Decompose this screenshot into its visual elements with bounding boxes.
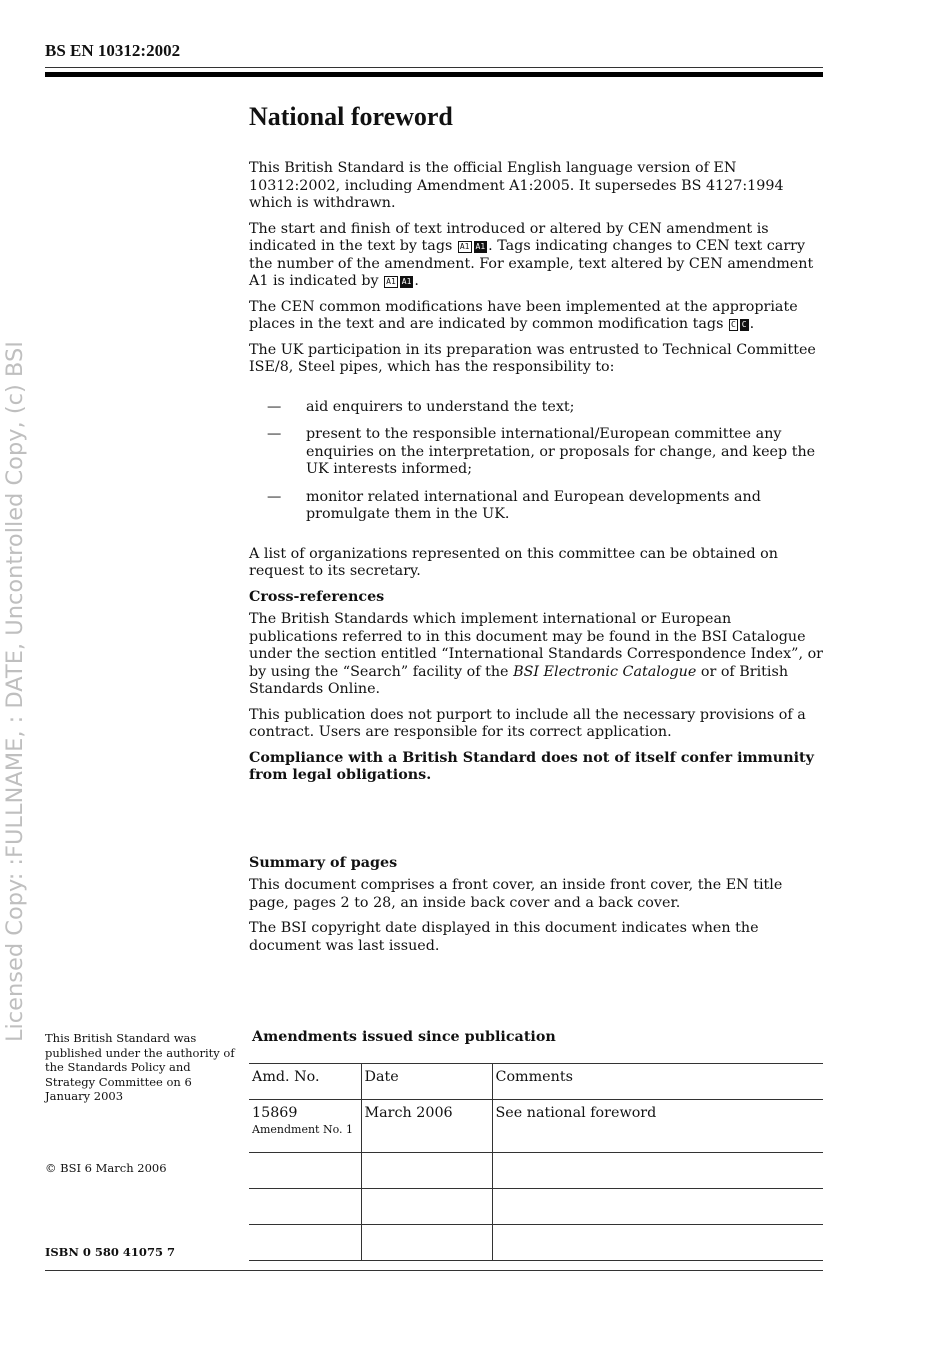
summary-paragraph: This document comprises a front cover, an inside front cover, the EN title page, pages 2 to 28, an inside back cover and a back cover. — [249, 877, 783, 911]
common-modifications-paragraph — [249, 299, 824, 334]
amd-no-cell: 15869 Amendment No. 1 — [249, 1100, 361, 1153]
amendment-tags-text-b: . Tags indicating changes to CEN text carry the number of the amendment. For example, text altered by CEN amendment A1 is indicated by — [249, 238, 814, 289]
amendment-tags-paragraph — [249, 221, 824, 291]
list-item: — aid enquirers to understand the text; — [267, 398, 575, 415]
table-row — [249, 1153, 823, 1189]
license-watermark: Licensed Copy: :FULLNAME, : DATE, Uncontrolled Copy, (c) BSI — [2, 341, 28, 1042]
header-rule-thick — [45, 72, 823, 77]
copyright-date-paragraph: The BSI copyright date displayed in this document indicates when the document was last issued. — [249, 920, 759, 954]
common-modifications-text-b: . — [749, 316, 755, 332]
compliance-paragraph: Compliance with a British Standard does not of itself confer immunity from legal obligations. — [249, 749, 814, 783]
dash-bullet: — — [267, 488, 282, 505]
table-header-row — [249, 1064, 823, 1100]
amendments-heading: Amendments issued since publication — [252, 1029, 556, 1045]
amendment-tags-text-c: . — [414, 273, 419, 289]
committee-paragraph: The UK participation in its preparation was entrusted to Technical Committee ISE/8, Steel pipes, which has the responsibility to: — [249, 341, 816, 375]
amendments-table — [249, 1063, 823, 1261]
organizations-paragraph: A list of organizations represented on this committee can be obtained on request to its secretary. — [249, 545, 778, 579]
responsibility-list — [249, 399, 824, 524]
column-header: Comments — [492, 1064, 823, 1100]
column-header: Date — [361, 1064, 492, 1100]
bsi-catalogue-title: BSI Electronic Catalogue — [513, 663, 697, 680]
a1-start-tag-icon: A1 — [386, 277, 396, 286]
a1-end-tag-icon: A1 — [401, 277, 412, 286]
table-row — [249, 1225, 823, 1261]
list-item: — monitor related international and European developments and promulgate them in the UK. — [267, 488, 761, 522]
a1-start-tag-icon: A1 — [459, 242, 470, 251]
comments-cell: See national foreword — [492, 1100, 823, 1153]
page-title: National foreword — [249, 102, 453, 131]
list-item: — present to the responsible international/European committee any enquiries on the interpretation, or proposals for change, and keep the UK interests informed; — [267, 426, 816, 477]
table-row — [249, 1189, 823, 1225]
footer-rule — [45, 1270, 823, 1271]
provisions-paragraph: This publication does not purport to include all the necessary provisions of a contract. Users are responsible for its correct application. — [249, 706, 806, 740]
a1-end-tag-icon: A1 — [475, 242, 486, 251]
common-modifications-text-a: The CEN common modifications have been implemented at the appropriate places in the text and are indicated by common modification tags — [249, 298, 798, 332]
summary-heading: Summary of pages — [249, 854, 398, 871]
national-foreword-body — [249, 101, 824, 963]
document-id: BS EN 10312:2002 — [45, 41, 181, 60]
c-end-tag-icon: C — [741, 320, 747, 329]
copyright-note: © BSI 6 March 2006 — [45, 1161, 167, 1175]
table-row — [249, 1100, 823, 1153]
dash-bullet: — — [267, 398, 282, 415]
cross-references-paragraph: The British Standards which implement international or European publications referred to in this document may be found in the BSI Catalogue under the section entitled “International Standards Correspondence Index”, or by using the “Search” facility of the BSI Electronic Catalogue or of British Standards Online. — [249, 611, 824, 697]
intro-paragraph: This British Standard is the official English language version of EN 10312:2002, including Amendment A1:2005. It supersedes BS 4127:1994 which is withdrawn. — [249, 160, 784, 211]
column-header: Amd. No. — [249, 1064, 361, 1100]
dash-bullet: — — [267, 426, 282, 442]
cross-references-heading: Cross-references — [249, 588, 385, 605]
header-rule-thin — [45, 67, 823, 68]
date-cell: March 2006 — [361, 1100, 492, 1153]
publication-note: This British Standard was published under the authority of the Standards Policy and Strategy Committee on 6 January 2003 — [45, 1031, 235, 1103]
isbn-number: ISBN 0 580 41075 7 — [45, 1245, 175, 1259]
c-start-tag-icon: C — [730, 320, 736, 329]
amendment-tags-text-a: The start and finish of text introduced or altered by CEN amendment is indicated in the text by tags — [249, 220, 769, 254]
